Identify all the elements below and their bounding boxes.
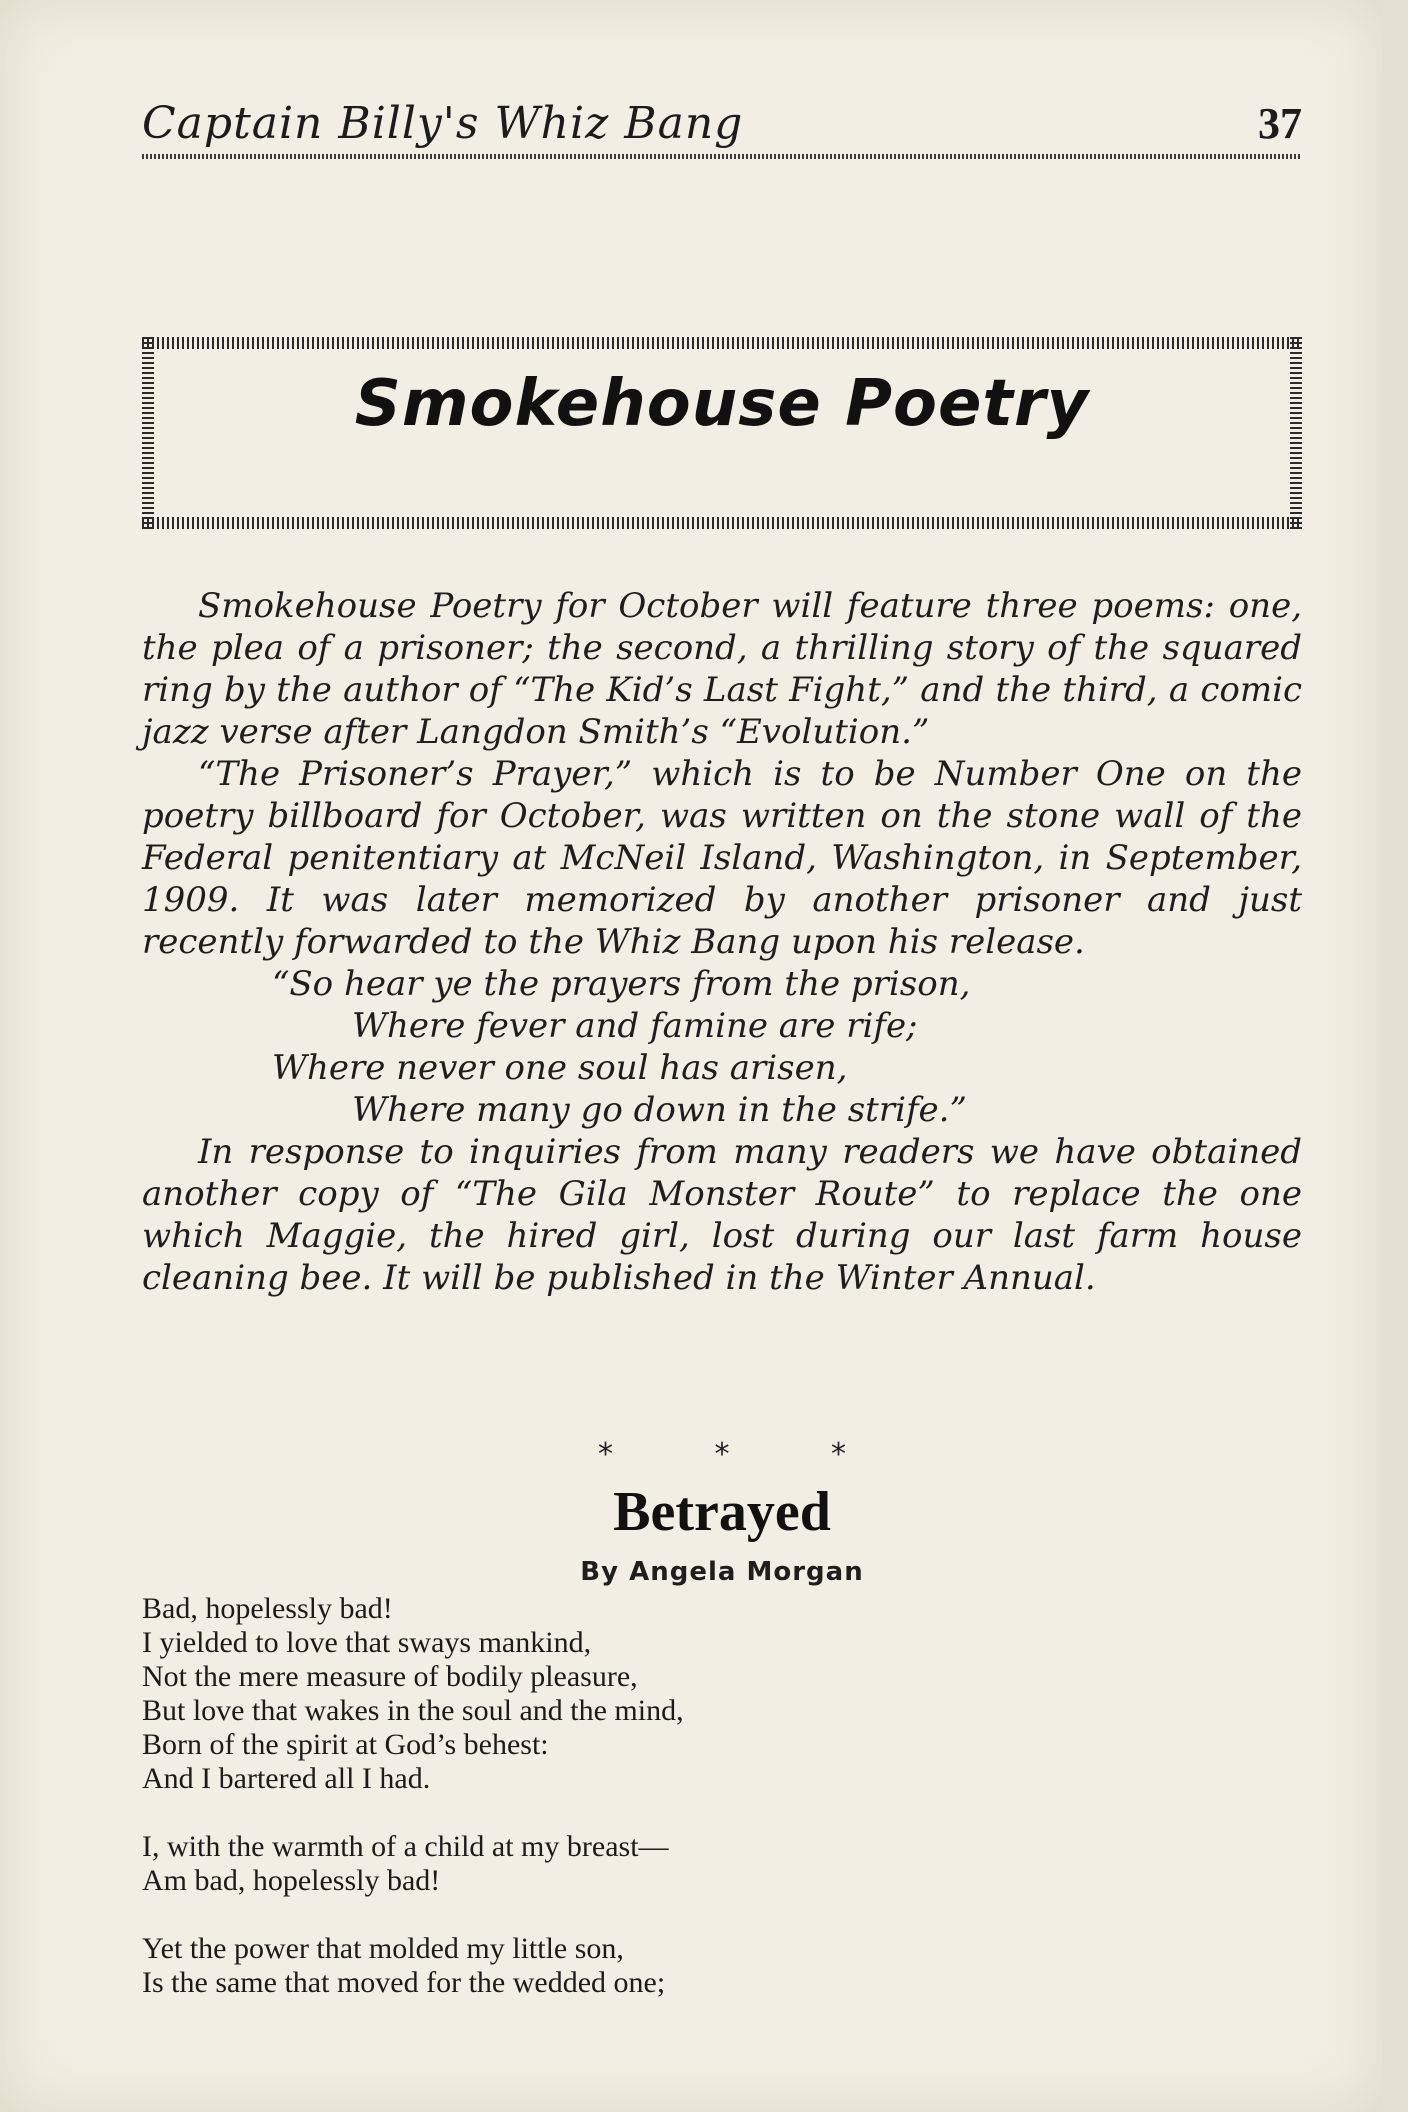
intro-paragraph-2: “The Prisoner’s Prayer,” which is to be Number One on the poetry billboard for October, was written on the stone wall of the Federal penitentiary at McNeil Island, Washington, in September, 1909. It was later memorized by another prisoner and just recently forwarded to the Whiz Bang upon his release.: [142, 754, 1302, 962]
title-box-border-top: [142, 337, 1302, 349]
quote-line: Where fever and famine are rife;: [352, 1006, 918, 1046]
title-box-border-bottom: [142, 517, 1302, 529]
poem-stanza: [142, 1830, 1142, 1898]
poem-line: I, with the warmth of a child at my breast—: [142, 1830, 669, 1863]
quote-line: “So hear ye the prayers from the prison,: [272, 964, 971, 1004]
poem-line: Is the same that moved for the wedded one;: [142, 1966, 666, 1999]
section-title-box: [142, 337, 1302, 529]
poem-line: I yielded to love that sways mankind,: [142, 1626, 592, 1659]
poem-byline: By Angela Morgan: [580, 1557, 864, 1587]
poem-line: Not the mere measure of bodily pleasure,: [142, 1660, 638, 1693]
poem-stanza: [142, 1932, 1142, 2000]
quote-line: Where many go down in the strife.”: [352, 1090, 967, 1130]
magazine-title: Captain Billy's Whiz Bang: [142, 98, 744, 149]
intro-paragraph-1: Smokehouse Poetry for October will feature three poems: one, the plea of a prisoner; the second, a thrilling story of the squared ring by the author of “The Kid’s Last Fight,” and the third, a comic jazz verse after Langdon Smith’s “Evolution.”: [142, 586, 1302, 752]
poem-stanza: [142, 1592, 1142, 1796]
header-rule: [142, 154, 1302, 159]
asterisk-separator: * * *: [597, 1437, 893, 1472]
poem-line: And I bartered all I had.: [142, 1762, 431, 1795]
page-edge: [1382, 0, 1408, 2112]
quote-line: Where never one soul has arisen,: [272, 1048, 848, 1088]
poem-line: But love that wakes in the soul and the mind,: [142, 1694, 684, 1727]
section-title: Smokehouse Poetry: [354, 367, 1090, 441]
intro-paragraph-3: In response to inquiries from many readers we have obtained another copy of “The Gila Monster Route” to replace the one which Maggie, the hired girl, lost during our last farm house cleaning bee. It will be published in the Winter Annual.: [142, 1132, 1302, 1298]
poem-body: [142, 1592, 1142, 2034]
page-number: 37: [1258, 99, 1302, 148]
poem-line: Bad, hopelessly bad!: [142, 1592, 393, 1625]
poem-title: Betrayed: [613, 1481, 831, 1543]
poem-line: Am bad, hopelessly bad!: [142, 1864, 441, 1897]
poem-line: Yet the power that molded my little son,: [142, 1932, 624, 1965]
prison-quote: [142, 963, 1302, 1131]
intro-text: [142, 585, 1302, 1299]
running-header: [142, 98, 1302, 156]
poem-line: Born of the spirit at God’s behest:: [142, 1728, 549, 1761]
